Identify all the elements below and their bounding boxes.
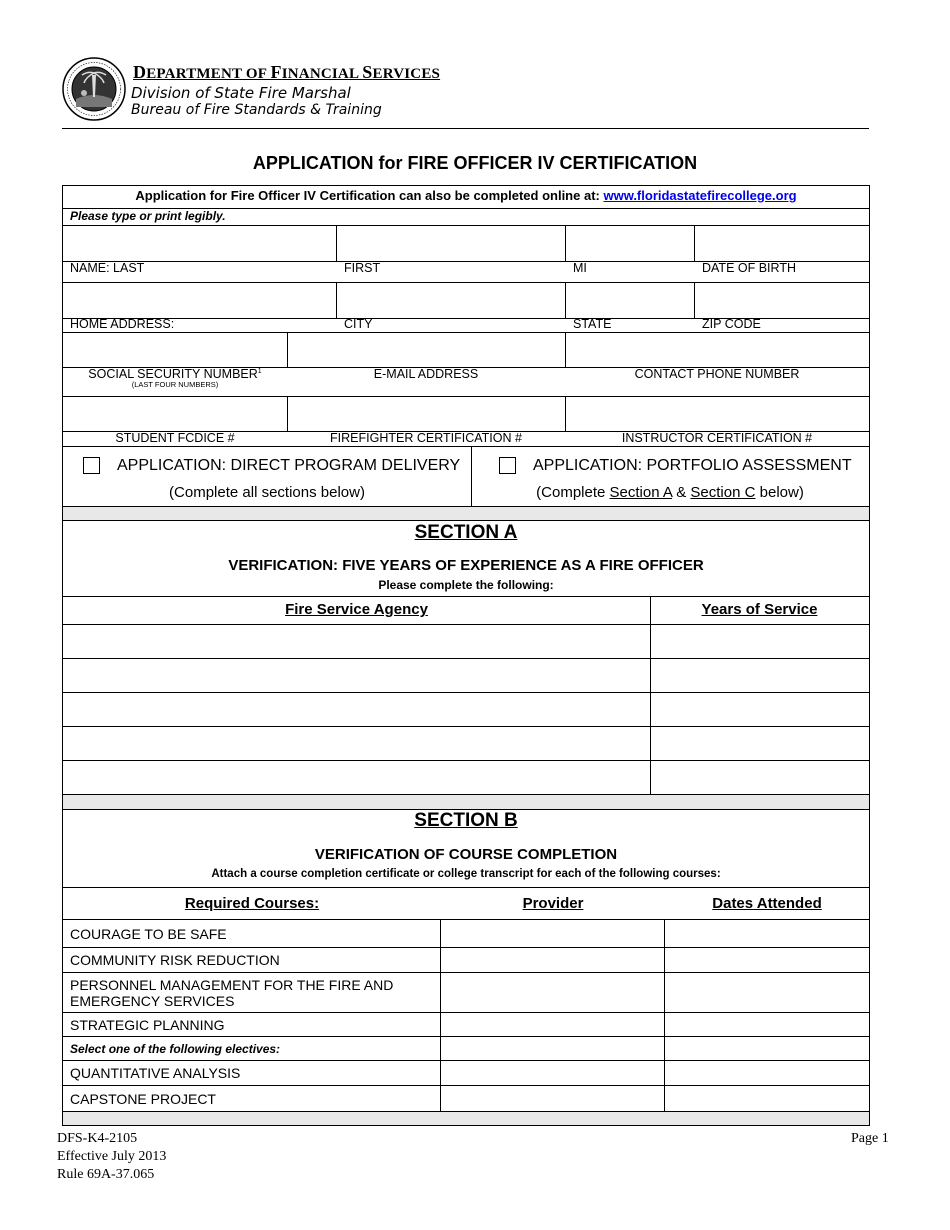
option-portfolio-note: [471, 484, 869, 501]
city-input[interactable]: [337, 283, 564, 317]
spacer-band: [63, 507, 869, 520]
label-firefighter-cert: FIREFIGHTER CERTIFICATION #: [330, 431, 522, 445]
dept-epartment: EPARTMENT OF: [146, 66, 271, 82]
middle-initial-input[interactable]: [566, 226, 693, 260]
dates-input-strategic[interactable]: [665, 1013, 869, 1036]
provider-input-personnel[interactable]: [441, 973, 664, 1011]
label-last-name: NAME: LAST: [70, 261, 145, 275]
years-input-2[interactable]: [651, 659, 869, 691]
divider: [63, 446, 869, 447]
direct-delivery-checkbox[interactable]: [83, 457, 100, 474]
course-strategic-planning: STRATEGIC PLANNING: [70, 1017, 225, 1033]
portfolio-assessment-checkbox[interactable]: [499, 457, 516, 474]
label-fcdice: STUDENT FCDICE #: [115, 431, 235, 445]
state-input[interactable]: [566, 283, 693, 317]
divider: [63, 596, 869, 597]
years-input-5[interactable]: [651, 761, 869, 793]
course-personnel-management-line1: PERSONNEL MANAGEMENT FOR THE FIRE AND: [70, 977, 394, 993]
form-number: DFS-K4-2105: [57, 1131, 138, 1146]
section-a-note: Please complete the following:: [378, 578, 554, 592]
agency-input-2[interactable]: [63, 659, 649, 691]
option-direct-note: (Complete all sections below): [169, 484, 365, 501]
option-direct-delivery: APPLICATION: DIRECT PROGRAM DELIVERY: [117, 457, 461, 474]
dates-input-quantitative[interactable]: [665, 1061, 869, 1085]
page-number: Page 1: [851, 1131, 889, 1146]
dates-input-capstone[interactable]: [665, 1086, 869, 1111]
ssn-footnote-mark: 1: [257, 367, 262, 375]
rule-number: Rule 69A-37.065: [57, 1167, 155, 1182]
col-years-of-service: Years of Service: [701, 601, 818, 618]
provider-input-strategic[interactable]: [441, 1013, 664, 1036]
course-personnel-management-line2: EMERGENCY SERVICES: [70, 993, 235, 1009]
years-input-3[interactable]: [651, 693, 869, 725]
label-email: E-MAIL ADDRESS: [373, 367, 479, 381]
label-mi: MI: [573, 261, 587, 275]
online-note: [63, 188, 869, 203]
ssn-input[interactable]: [63, 333, 286, 366]
email-input[interactable]: [288, 333, 564, 366]
dept-ervices: ERVICES: [372, 66, 441, 82]
label-zip: ZIP CODE: [702, 317, 761, 331]
online-note-text: Application for Fire Officer IV Certification can also be completed online at:: [135, 188, 604, 203]
agency-input-5[interactable]: [63, 761, 649, 793]
provider-input-capstone[interactable]: [441, 1086, 664, 1111]
department-name: [133, 62, 440, 83]
course-quantitative-analysis: QUANTITATIVE ANALYSIS: [70, 1065, 241, 1081]
label-ssn-text: SOCIAL SECURITY NUMBER: [88, 367, 258, 381]
course-courage-to-be-safe: COURAGE TO BE SAFE: [70, 926, 227, 942]
course-community-risk-reduction: COMMUNITY RISK REDUCTION: [70, 952, 280, 968]
phone-input[interactable]: [566, 333, 869, 366]
provider-input-quantitative[interactable]: [441, 1061, 664, 1085]
portfolio-note-section-c: Section C: [690, 484, 756, 501]
provider-input-courage[interactable]: [441, 920, 664, 946]
dept-s: S: [362, 62, 373, 82]
col-fire-service-agency: Fire Service Agency: [285, 601, 428, 618]
label-first-name: FIRST: [344, 261, 381, 275]
divider: [63, 887, 869, 888]
home-address-input[interactable]: [63, 283, 335, 317]
label-phone: CONTACT PHONE NUMBER: [634, 367, 800, 381]
dates-input-courage[interactable]: [665, 920, 869, 946]
label-instructor-cert: INSTRUCTOR CERTIFICATION #: [621, 431, 813, 445]
florida-seal-icon: [62, 57, 126, 121]
last-name-input[interactable]: [63, 226, 335, 260]
division-name: Division of State Fire Marshal: [131, 84, 351, 102]
section-b-note: Attach a course completion certificate or college transcript for each of the following courses:: [211, 868, 721, 880]
first-name-input[interactable]: [337, 226, 564, 260]
agency-input-4[interactable]: [63, 727, 649, 759]
header-rule: [62, 128, 869, 129]
effective-date: Effective July 2013: [57, 1149, 167, 1164]
portfolio-note-section-a: Section A: [609, 484, 673, 501]
label-ssn-sub: (LAST FOUR NUMBERS): [131, 380, 219, 389]
bureau-name: Bureau of Fire Standards & Training: [131, 102, 382, 118]
label-home-address: HOME ADDRESS:: [70, 317, 175, 331]
application-form: [62, 185, 870, 1126]
section-a-heading: VERIFICATION: FIVE YEARS OF EXPERIENCE AS A FIRE OFFICER: [228, 557, 704, 574]
online-link[interactable]: www.floridastatefirecollege.org: [603, 188, 797, 203]
zip-code-input[interactable]: [695, 283, 869, 317]
label-ssn: [63, 367, 287, 381]
course-capstone-project: CAPSTONE PROJECT: [70, 1091, 216, 1107]
fcdice-input[interactable]: [63, 397, 286, 430]
portfolio-note-part1: (Complete: [536, 484, 610, 501]
option-portfolio-assessment: APPLICATION: PORTFOLIO ASSESSMENT: [533, 457, 852, 474]
col-provider: Provider: [522, 895, 584, 912]
dept-inancial: INANCIAL: [281, 66, 363, 82]
section-b-title: SECTION B: [414, 810, 518, 831]
date-of-birth-input[interactable]: [695, 226, 869, 260]
spacer-band: [63, 795, 869, 809]
provider-input-community-risk[interactable]: [441, 948, 664, 972]
spacer-band: [63, 1112, 869, 1125]
electives-note: Select one of the following electives:: [70, 1042, 281, 1056]
section-a-title: SECTION A: [414, 522, 518, 543]
dept-d: D: [133, 62, 147, 82]
dept-f: F: [270, 62, 282, 82]
col-dates-attended: Dates Attended: [712, 895, 822, 912]
years-input-4[interactable]: [651, 727, 869, 759]
divider: [63, 520, 869, 521]
instructor-cert-input[interactable]: [566, 397, 869, 430]
divider: [63, 1036, 869, 1037]
agency-input-3[interactable]: [63, 693, 649, 725]
dates-input-community-risk[interactable]: [665, 948, 869, 972]
agency-input-1[interactable]: [63, 625, 649, 658]
firefighter-cert-input[interactable]: [288, 397, 564, 430]
col-required-courses: Required Courses:: [184, 895, 320, 912]
label-dob: DATE OF BIRTH: [702, 261, 796, 275]
section-b-heading: VERIFICATION OF COURSE COMPLETION: [314, 846, 618, 863]
label-state: STATE: [573, 317, 612, 331]
form-title: APPLICATION for FIRE OFFICER IV CERTIFICATION: [252, 153, 698, 173]
print-note: Please type or print legibly.: [70, 209, 226, 223]
portfolio-note-part2: &: [672, 484, 691, 501]
label-city: CITY: [344, 317, 373, 331]
dates-input-personnel[interactable]: [665, 973, 869, 1011]
portfolio-note-part3: below): [755, 484, 804, 501]
years-input-1[interactable]: [651, 625, 869, 658]
